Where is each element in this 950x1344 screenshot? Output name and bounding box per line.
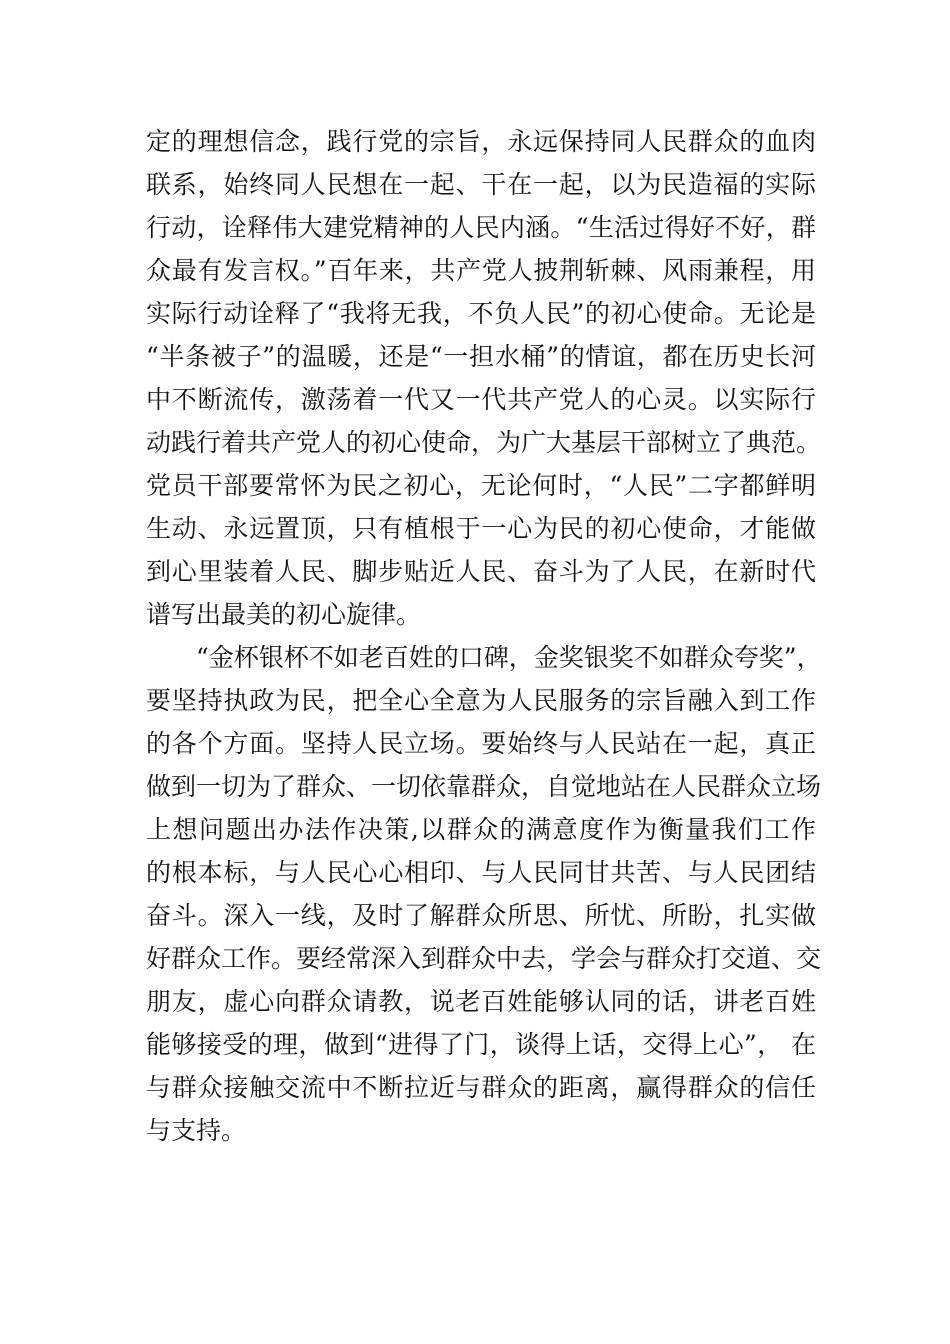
paragraph-line: 联系，始终同人民想在一起、干在一起，以为民造福的实际: [146, 170, 816, 199]
paragraph-line: 生动、永远置顶，只有植根于一心为民的初心使命，才能做: [146, 514, 816, 543]
document-body: [146, 120, 822, 1152]
paragraph-line: 众最有发言权。”百年来，共产党人披荆斩棘、风雨兼程，用: [146, 256, 816, 285]
paragraph-line: 做到一切为了群众、一切依靠群众，自觉地站在人民群众立场: [146, 772, 822, 801]
paragraph-line: 实际行动诠释了“我将无我，不负人民”的初心使命。无论是: [146, 299, 816, 328]
paragraph-line: “金杯银杯不如老百姓的口碑，金奖银奖不如群众夸奖”，: [196, 643, 822, 672]
paragraph-line: 朋友，虚心向群众请教，说老百姓能够认同的话，讲老百姓: [146, 987, 816, 1016]
paragraph-line: 党员干部要常怀为民之初心，无论何时，“人民”二字都鲜明: [146, 471, 816, 500]
paragraph-line: 的根本标，与人民心心相印、与人民同甘共苦、与人民团结: [146, 858, 816, 887]
paragraph-line: 谱写出最美的初心旋律。: [146, 600, 422, 629]
paragraph-line: 到心里装着人民、脚步贴近人民、奋斗为了人民，在新时代: [146, 557, 816, 586]
paragraph-line: 动践行着共产党人的初心使命，为广大基层干部树立了典范。: [146, 428, 822, 457]
paragraph-line: 能够接受的理，做到“进得了门，谈得上话，交得上心”， 在: [146, 1030, 816, 1059]
paragraph-line: 上想问题出办法作决策,以群众的满意度作为衡量我们工作: [146, 815, 816, 844]
paragraph-line: 好群众工作。要经常深入到群众中去，学会与群众打交道、交: [146, 944, 822, 973]
paragraph-line: 行动，诠释伟大建党精神的人民内涵。“生活过得好不好，群: [146, 213, 816, 242]
paragraph-line: 中不断流传，激荡着一代又一代共产党人的心灵。以实际行: [146, 385, 816, 414]
paragraph-line: 与群众接触交流中不断拉近与群众的距离，赢得群众的信任: [146, 1073, 816, 1102]
paragraph-line: 定的理想信念，践行党的宗旨，永远保持同人民群众的血肉: [146, 127, 816, 156]
paragraph-line: 的各个方面。坚持人民立场。要始终与人民站在一起，真正: [146, 729, 816, 758]
paragraph-2: [146, 636, 822, 1152]
paragraph-line: 奋斗。深入一线，及时了解群众所思、所忧、所盼，扎实做: [146, 901, 816, 930]
paragraph-1: [146, 120, 822, 636]
paragraph-line: 要坚持执政为民，把全心全意为人民服务的宗旨融入到工作: [146, 686, 816, 715]
paragraph-line: “半条被子”的温暖，还是“一担水桶”的情谊，都在历史长河: [146, 342, 816, 371]
paragraph-line: 与支持。: [146, 1116, 247, 1145]
